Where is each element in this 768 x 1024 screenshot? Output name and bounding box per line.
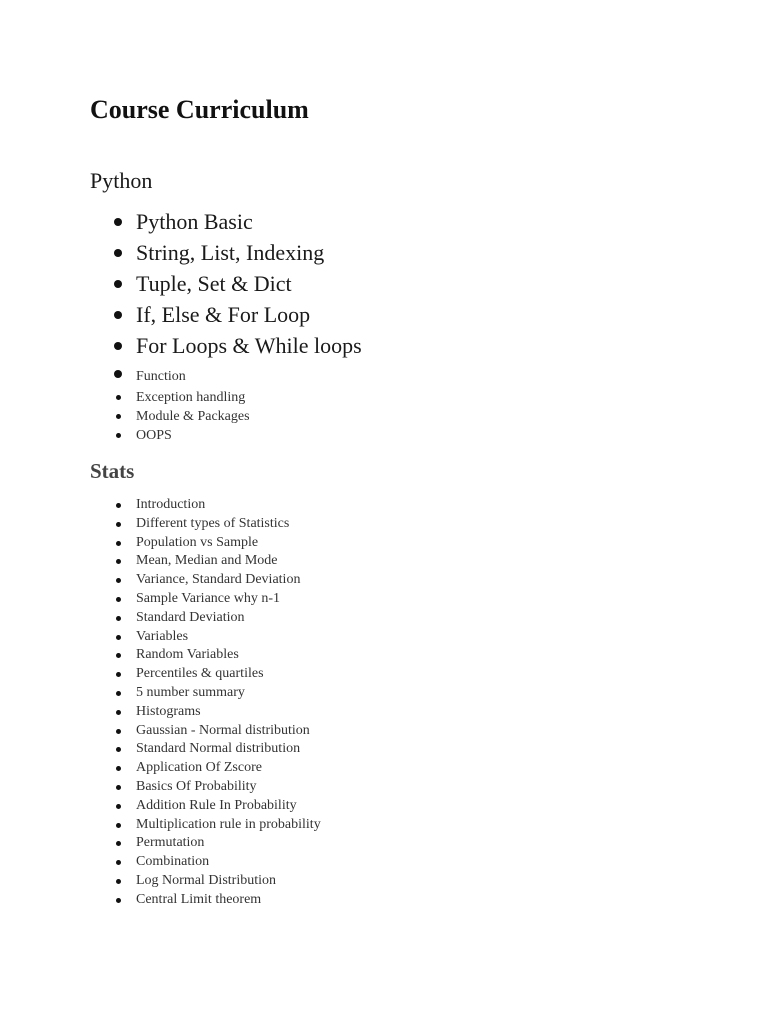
list-item: If, Else & For Loop — [0, 299, 362, 330]
list-item: Central Limit theorem — [0, 891, 321, 910]
list-item: Different types of Statistics — [0, 515, 321, 534]
section-heading-stats: Stats — [90, 459, 135, 483]
list-item: Basics Of Probability — [0, 778, 321, 797]
list-item: Combination — [0, 853, 321, 872]
list-item: Percentiles & quartiles — [0, 665, 321, 684]
list-item: Random Variables — [0, 646, 321, 665]
python-topic-list-small — [0, 366, 250, 445]
python-topic-list-large — [0, 206, 362, 361]
list-item: Variables — [0, 628, 321, 647]
list-item: Log Normal Distribution — [0, 872, 321, 891]
list-item: Application Of Zscore — [0, 759, 321, 778]
list-item: Addition Rule In Probability — [0, 797, 321, 816]
list-item: Standard Normal distribution — [0, 740, 321, 759]
list-item: Standard Deviation — [0, 609, 321, 628]
list-item: Function — [0, 366, 250, 388]
list-item: Tuple, Set & Dict — [0, 268, 362, 299]
list-item: Mean, Median and Mode — [0, 552, 321, 571]
list-item: Gaussian - Normal distribution — [0, 722, 321, 741]
list-item: For Loops & While loops — [0, 330, 362, 361]
list-item: Introduction — [0, 496, 321, 515]
list-item: Exception handling — [0, 388, 250, 407]
list-item: OOPS — [0, 426, 250, 445]
list-item: Module & Packages — [0, 407, 250, 426]
list-item: String, List, Indexing — [0, 237, 362, 268]
list-item: Histograms — [0, 703, 321, 722]
list-item: 5 number summary — [0, 684, 321, 703]
section-heading-python: Python — [90, 168, 153, 193]
list-item: Population vs Sample — [0, 534, 321, 553]
list-item: Variance, Standard Deviation — [0, 571, 321, 590]
list-item: Permutation — [0, 834, 321, 853]
list-item: Multiplication rule in probability — [0, 816, 321, 835]
stats-topic-list — [0, 496, 321, 910]
list-item: Python Basic — [0, 206, 362, 237]
page-title: Course Curriculum — [90, 95, 309, 124]
list-item: Sample Variance why n-1 — [0, 590, 321, 609]
